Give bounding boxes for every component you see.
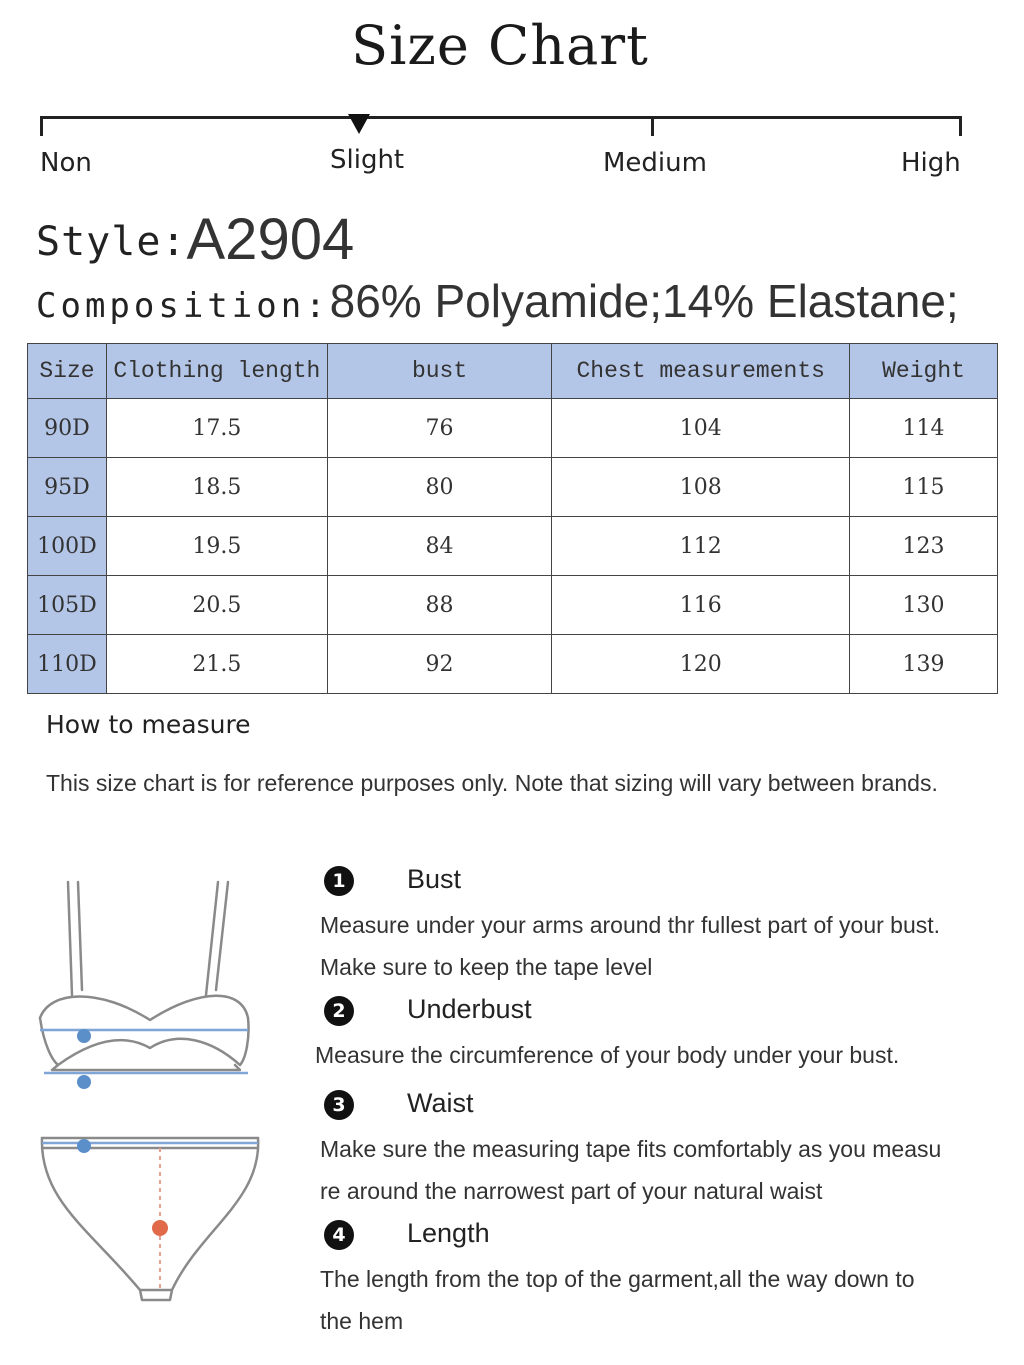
scale-label-slight: Slight bbox=[330, 145, 405, 175]
page-title: Size Chart bbox=[351, 14, 649, 77]
table-cell: 76 bbox=[327, 399, 552, 458]
cups-top bbox=[40, 996, 248, 1020]
composition-line bbox=[36, 274, 959, 328]
table-cell: 123 bbox=[850, 517, 998, 576]
step-heading: Length bbox=[407, 1218, 490, 1248]
cups-bottom bbox=[40, 1018, 249, 1065]
step-line: the hem bbox=[320, 1308, 404, 1334]
table-cell: 104 bbox=[552, 399, 850, 458]
step-heading: Bust bbox=[407, 864, 462, 894]
step-number-2-icon: 2 bbox=[324, 996, 354, 1026]
scale-tick bbox=[40, 116, 43, 136]
scale-tick bbox=[651, 116, 654, 136]
scale-label-high: High bbox=[901, 148, 961, 178]
size-cell: 90D bbox=[28, 399, 107, 458]
header-chest-measurements: Chest measurements bbox=[552, 344, 850, 399]
table-cell: 139 bbox=[850, 635, 998, 694]
table-cell: 115 bbox=[850, 458, 998, 517]
step-number-1-icon: 1 bbox=[324, 866, 354, 896]
table-cell: 19.5 bbox=[106, 517, 327, 576]
table-cell: 120 bbox=[552, 635, 850, 694]
table-cell: 116 bbox=[552, 576, 850, 635]
step-line: The length from the top of the garment,all the way down to bbox=[320, 1266, 915, 1292]
style-value: A2904 bbox=[186, 207, 355, 272]
garment-illustration bbox=[30, 870, 270, 1310]
step-line: re around the narrowest part of your natural waist bbox=[320, 1178, 823, 1204]
left-strap bbox=[68, 882, 72, 995]
table-cell: 130 bbox=[850, 576, 998, 635]
table-header-row bbox=[28, 344, 998, 399]
size-table bbox=[27, 343, 998, 694]
step-line: Measure under your arms around thr fullest part of your bust. bbox=[320, 912, 941, 938]
table-row bbox=[28, 458, 998, 517]
table-row bbox=[28, 576, 998, 635]
step-description bbox=[315, 1034, 995, 1076]
scale-line bbox=[42, 116, 962, 119]
stretch-marker-icon bbox=[348, 114, 370, 134]
bust-marker-icon bbox=[77, 1029, 91, 1043]
step-line: Make sure the measuring tape fits comfortably as you measu bbox=[320, 1136, 942, 1162]
waist-marker-icon bbox=[77, 1139, 91, 1153]
header-bust: bust bbox=[327, 344, 552, 399]
table-row bbox=[28, 635, 998, 694]
table-cell: 18.5 bbox=[106, 458, 327, 517]
step-number-4-icon: 4 bbox=[324, 1220, 354, 1250]
size-cell: 100D bbox=[28, 517, 107, 576]
step-heading: Waist bbox=[407, 1088, 474, 1118]
table-cell: 114 bbox=[850, 399, 998, 458]
step-description bbox=[320, 1258, 1000, 1342]
table-cell: 20.5 bbox=[106, 576, 327, 635]
stretch-scale bbox=[40, 112, 964, 142]
underbust-marker-icon bbox=[77, 1075, 91, 1089]
size-cell: 105D bbox=[28, 576, 107, 635]
style-line bbox=[36, 206, 354, 273]
table-cell: 17.5 bbox=[106, 399, 327, 458]
table-cell: 21.5 bbox=[106, 635, 327, 694]
step-line: Make sure to keep the tape level bbox=[320, 954, 653, 980]
table-row bbox=[28, 399, 998, 458]
table-cell: 84 bbox=[327, 517, 552, 576]
length-marker-icon bbox=[152, 1220, 168, 1236]
table-cell: 80 bbox=[327, 458, 552, 517]
table-cell: 92 bbox=[327, 635, 552, 694]
how-to-measure-title: How to measure bbox=[46, 710, 251, 739]
step-line: Measure the circumference of your body under your bust. bbox=[315, 1042, 900, 1068]
composition-value: 86% Polyamide;14% Elastane; bbox=[329, 275, 959, 327]
style-label: Style: bbox=[36, 219, 187, 265]
band bbox=[52, 1065, 240, 1070]
scale-label-medium: Medium bbox=[603, 148, 707, 178]
briefs-outline bbox=[42, 1138, 258, 1290]
left-strap-inner bbox=[78, 882, 82, 990]
scale-label-non: Non bbox=[40, 148, 92, 178]
right-strap-inner bbox=[216, 882, 228, 990]
reference-note: This size chart is for reference purposes only. Note that sizing will vary between brands. bbox=[46, 770, 938, 796]
table-cell: 112 bbox=[552, 517, 850, 576]
size-cell: 110D bbox=[28, 635, 107, 694]
step-description bbox=[320, 1128, 1000, 1212]
step-number-3-icon: 3 bbox=[324, 1090, 354, 1120]
header-clothing-length: Clothing length bbox=[106, 344, 327, 399]
table-row bbox=[28, 517, 998, 576]
header-size: Size bbox=[28, 344, 107, 399]
size-cell: 95D bbox=[28, 458, 107, 517]
composition-label: Composition: bbox=[36, 286, 330, 326]
table-cell: 108 bbox=[552, 458, 850, 517]
step-description bbox=[320, 904, 1000, 988]
step-heading: Underbust bbox=[407, 994, 532, 1024]
scale-tick bbox=[959, 116, 962, 136]
header-weight: Weight bbox=[850, 344, 998, 399]
table-cell: 88 bbox=[327, 576, 552, 635]
briefs-gusset bbox=[140, 1290, 172, 1300]
